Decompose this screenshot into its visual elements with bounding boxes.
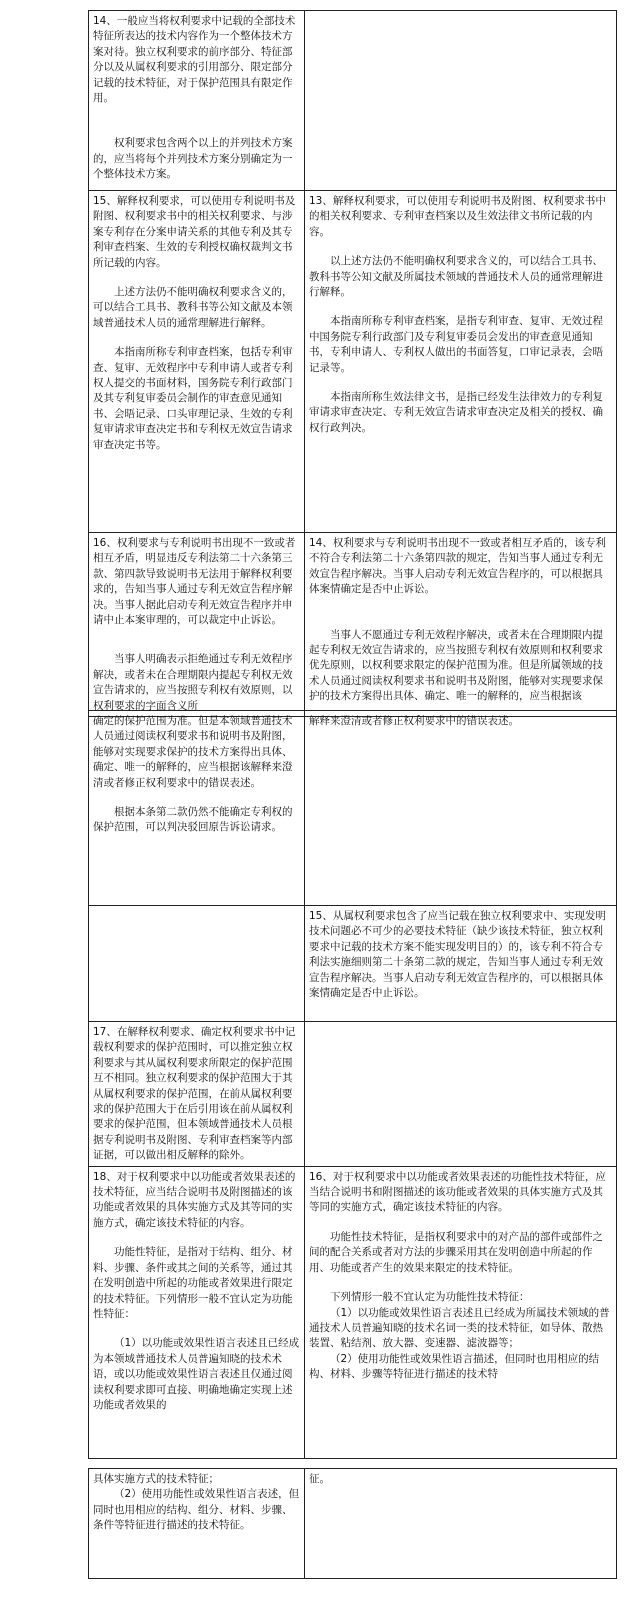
paragraph: （1）以功能或效果性语言表述且已经成为本领域普通技术人员普遍知晓的技术术语，或以功能或效果性语言表述且仅通过阅读权利要求即可直接、明确地确定实现上述功能或者效果的	[93, 1337, 300, 1411]
right-cell	[305, 1022, 617, 1167]
paragraph: （2）使用功能性或效果性语言描述，但同时也用相应的结构、材料、步骤等特征进行描述的技术特	[309, 1352, 600, 1381]
left-cell	[89, 533, 305, 717]
right-cell	[305, 1166, 617, 1458]
paragraph: 根据本条第二款仍然不能确定专利权的保护范围，可以判决驳回原告诉讼请求。	[93, 806, 293, 834]
left-cell	[89, 11, 305, 191]
paragraph: 本指南所称专利审查档案，包括专利审查、复审、无效程序中专利申请人或者专利权人提交的书面材料，国务院专利行政部门及其专利复审委员会制作的审查意见通知书、会晤记录、口头审理记录、生效的专利复审请求审查决定书和专利权无效宣告请求审查决定书等。	[93, 346, 293, 451]
paragraph: 功能性技术特征，是指权利要求中的对产品的部件或部件之间的配合关系或者对方法的步骤采用其在发明创造中所起的作用、功能或者产生的效果来限定的技术特征。	[309, 1230, 603, 1274]
paragraph: 16、对于权利要求中以功能或者效果表述的功能性技术特征，应当结合说明书和附图描述的该功能或者效果的具体实施方式及其等同的实施方式，确定该技术特征的内容。	[309, 1170, 606, 1214]
left-cell	[89, 906, 305, 1022]
table-row	[89, 1166, 617, 1458]
paragraph: 确定的保护范围为准。但是本领域普通技术人员通过阅读权利要求书和说明书及附图，能够对实现要求保护的技术方案得出具体、确定、唯一的解释的，应当根据该解释来澄清或者修正权利要求中的错误表述。	[93, 715, 293, 789]
paragraph: 15、解释权利要求，可以使用专利说明书及附图、权利要求书中的相关权利要求、与涉案专利存在分案申请关系的其他专利及其专利审查档案、生效的专利授权确权裁判文书所记载的内容。	[93, 195, 296, 269]
right-cell	[305, 533, 617, 717]
right-cell	[305, 711, 617, 906]
right-cell	[305, 191, 617, 533]
paragraph: 17、在解释权利要求、确定权利要求书中记载权利要求的保护范围时，可以推定独立权利要求与其从属权利要求所限定的保护范围互不相同。独立权利要求的保护范围大于其从属权利要求的保护范围，在前从属权利要求的保护范围大于在后引用该在前从属权利要求的保护范围，但本领域普通技术人员根据专利说明书及附图、专利审查档案等内部证据，可以做出相反解释的除外。	[93, 1026, 296, 1162]
table-row	[89, 1022, 617, 1167]
left-cell	[89, 1166, 305, 1458]
paragraph: 以上述方法仍不能明确权利要求含义的，可以结合工具书、教科书等公知文献及所属技术领域的普通技术人员的通常理解进行解释。	[309, 255, 603, 299]
table-row	[89, 1469, 617, 1579]
paragraph: 本指南所称生效法律文书，是指已经发生法律效力的专利复审请求审查决定、专利无效宣告请求审查决定及相关的授权、确权行政判决。	[309, 391, 603, 434]
table-row	[89, 906, 617, 1022]
paragraph: （2）使用功能性或效果性语言表述，但同时也用相应的结构、组分、材料、步骤、条件等特征进行描述的技术特征。	[93, 1488, 300, 1532]
paragraph: 15、从属权利要求包含了应当记载在独立权利要求中、实现发明技术问题必不可少的必要技术特征（缺少该技术特征，独立权利要求中记载的技术方案不能实现发明目的）的，该专利不符合专利法实施细则第二十条第二款的规定，告知当事人通过专利无效宣告程序解决。当事人启动专利无效宣告程序的，可以根据具体案情确定是否中止诉讼。	[309, 910, 606, 1000]
comparison-table-part-1	[88, 10, 617, 717]
left-cell	[89, 1022, 305, 1167]
table-row	[89, 711, 617, 906]
left-cell	[89, 711, 305, 906]
paragraph: 权利要求包含两个以上的并列技术方案的，应当将每个并列技术方案分别确定为一个整体技术方案。	[93, 137, 293, 181]
paragraph: 上述方法仍不能明确权利要求含义的，可以结合工具书、教科书等公知文献及本领域普通技术人员的通常理解进行解释。	[93, 286, 293, 329]
left-cell	[89, 191, 305, 533]
paragraph: 下列情形一般不宜认定为功能性技术特征：	[330, 1291, 530, 1304]
right-cell	[305, 1469, 617, 1579]
left-cell	[89, 1469, 305, 1579]
paragraph: 当事人明确表示拒绝通过专利无效程序解决，或者未在合理期限内提起专利权无效宣告请求的，应当按照专利权有效原则，以权利要求的字面含义所	[93, 653, 293, 712]
paragraph: 14、权利要求与专利说明书出现不一致或者相互矛盾的，该专利不符合专利法第二十六条第四款的规定，告知当事人通过专利无效宣告程序解决。当事人启动专利无效宣告程序的，可以根据具体案情确定是否中止诉讼。	[309, 537, 606, 596]
table-row	[89, 11, 617, 191]
paragraph: 功能性特征，是指对于结构、组分、材料、步骤、条件或其之间的关系等，通过其在发明创造中所起的功能或者效果进行限定的技术特征。下列情形一般不宜认定为功能性特征：	[93, 1246, 293, 1320]
paragraph: 具体实施方式的技术特征；	[93, 1473, 219, 1485]
paragraph: 18、对于权利要求中以功能或者效果表述的技术特征，应当结合说明书及附图描述的该功能或者效果的具体实施方式及其等同的实施方式，确定该技术特征的内容。	[93, 1170, 296, 1229]
right-cell	[305, 11, 617, 191]
paragraph: 解释来澄清或者修正权利要求中的错误表述。	[309, 715, 519, 727]
paragraph: 本指南所称专利审查档案，是指专利审查、复审、无效过程中国务院专利行政部门及专利复审委员会发出的审查意见通知书，专利申请人、专利权人做出的书面答复，口审记录表，会晤记录等。	[309, 315, 603, 374]
right-cell	[305, 906, 617, 1022]
table-row	[89, 191, 617, 533]
paragraph: 16、权利要求与专利说明书出现不一致或者相互矛盾，明显违反专利法第二十六条第三款、第四款导致说明书无法用于解释权利要求的，告知当事人通过专利无效宣告程序解决。当事人据此启动专利无效宣告程序并申请中止本案审理的，可以裁定中止诉讼。	[93, 537, 296, 627]
comparison-table-part-2	[88, 710, 617, 1459]
paragraph: （1）以功能或效果性语言表述且已经成为所属技术领域的普通技术人员普遍知晓的技术名词一类的技术特征，如导体、散热装置、粘结剂、放大器、变速器、滤波器等；	[309, 1306, 610, 1350]
paragraph: 征。	[309, 1473, 330, 1485]
paragraph: 14、一般应当将权利要求中记载的全部技术特征所表达的技术内容作为一个整体技术方案对待。独立权利要求的前序部分、特征部分以及从属权利要求的引用部分、限定部分记载的技术特征，对于保护范围具有限定作用。	[93, 15, 296, 105]
paragraph: 13、解释权利要求，可以使用专利说明书及附图、权利要求书中的相关权利要求、专利审查档案以及生效法律文书所记载的内容。	[309, 195, 606, 238]
comparison-table-part-3	[88, 1468, 617, 1579]
paragraph: 当事人不愿通过专利无效程序解决，或者未在合理期限内提起专利权无效宣告请求的，应当按照专利权有效原则和权利要求优先原则，以权利要求限定的保护范围为准。但是所属领域的技术人员通过阅读权利要求书和说明书及附图，能够对实现要求保护的技术方案得出具体、确定、唯一的解释的，应当根据该	[309, 628, 603, 703]
table-row	[89, 533, 617, 717]
